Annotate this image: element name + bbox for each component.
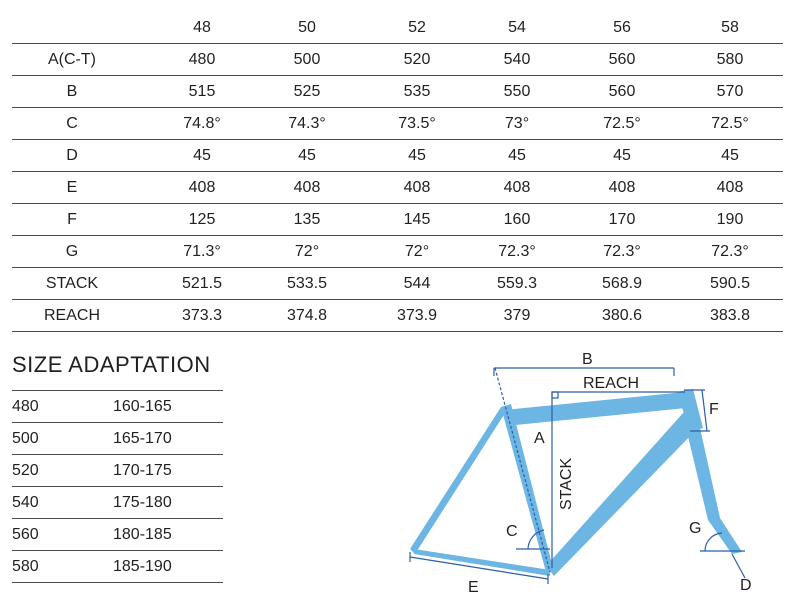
d-label: D (740, 577, 752, 594)
rider-height: 165-170 (113, 430, 172, 447)
row-value: 45 (408, 147, 426, 164)
row-label: C (66, 115, 78, 132)
geometry-row (12, 140, 783, 172)
c-label: C (506, 523, 518, 540)
size-row (12, 519, 223, 551)
rider-height: 160-165 (113, 398, 172, 415)
row-value: 525 (293, 83, 321, 100)
stack-label: STACK (558, 457, 575, 510)
row-value: 73.5° (398, 115, 436, 132)
row-value: 540 (503, 51, 531, 68)
row-value: 160 (503, 211, 531, 228)
row-value: 73° (504, 115, 530, 132)
geometry-row (12, 172, 783, 204)
rider-height: 170-175 (113, 462, 172, 479)
row-label: REACH (43, 307, 100, 324)
row-value: 72.5° (603, 115, 641, 132)
row-value: 72.3° (603, 243, 641, 260)
size-header: 54 (508, 19, 526, 36)
frame-size: 480 (12, 398, 39, 415)
geometry-table (12, 12, 783, 332)
g-label: G (689, 520, 702, 537)
row-value: 515 (188, 83, 216, 100)
row-value: 560 (608, 51, 636, 68)
row-value: 45 (721, 147, 739, 164)
a-label: A (534, 430, 545, 447)
row-value: 520 (403, 51, 431, 68)
frame-size: 520 (12, 462, 39, 479)
row-value: 125 (188, 211, 216, 228)
frame-tubes (410, 389, 742, 576)
row-value: 135 (293, 211, 321, 228)
seat-tube (501, 404, 554, 572)
stack-corner (552, 392, 558, 398)
row-value: 408 (293, 179, 321, 196)
geometry-row (12, 76, 783, 108)
frame-size: 500 (12, 430, 39, 447)
row-label: F (67, 211, 77, 228)
row-value: 560 (608, 83, 636, 100)
row-value: 550 (503, 83, 531, 100)
seat-stay (410, 407, 507, 554)
geometry-row (12, 300, 783, 332)
row-value: 373.9 (396, 307, 438, 324)
frame-size: 560 (12, 526, 39, 543)
row-value: 380.6 (601, 307, 643, 324)
frame-size: 540 (12, 494, 39, 511)
size-row (12, 455, 223, 487)
row-value: 72° (404, 243, 430, 260)
row-value: 500 (293, 51, 321, 68)
d-line (732, 554, 745, 578)
e-label: E (468, 579, 479, 596)
row-value: 580 (716, 51, 744, 68)
row-label: D (66, 147, 78, 164)
row-value: 72.3° (711, 243, 749, 260)
frame-geometry-diagram (400, 340, 800, 601)
row-value: 72.5° (711, 115, 749, 132)
size-row (12, 487, 223, 519)
top-tube (504, 392, 686, 426)
row-value: 145 (403, 211, 431, 228)
geometry-row (12, 44, 783, 76)
geometry-row (12, 236, 783, 268)
row-label: E (66, 179, 78, 196)
row-value: 74.3° (288, 115, 326, 132)
row-value: 480 (188, 51, 216, 68)
row-value: 45 (613, 147, 631, 164)
row-value: 533.5 (286, 275, 328, 292)
row-value: 408 (503, 179, 531, 196)
row-value: 190 (716, 211, 744, 228)
row-value: 45 (193, 147, 211, 164)
size-row (12, 391, 223, 423)
size-header: 56 (613, 19, 631, 36)
row-value: 374.8 (286, 307, 328, 324)
geometry-header-row (12, 12, 783, 44)
row-value: 373.3 (181, 307, 223, 324)
row-value: 590.5 (709, 275, 751, 292)
row-value: 74.8° (183, 115, 221, 132)
size-row (12, 423, 223, 455)
size-header: 52 (408, 19, 426, 36)
row-label: STACK (45, 275, 99, 292)
row-label: A(C-T) (48, 51, 96, 68)
row-value: 45 (508, 147, 526, 164)
geometry-row (12, 268, 783, 300)
row-value: 379 (503, 307, 531, 324)
row-value: 559.3 (496, 275, 538, 292)
row-value: 72° (294, 243, 320, 260)
row-value: 408 (188, 179, 216, 196)
rider-height: 180-185 (113, 526, 172, 543)
row-label: B (66, 83, 78, 100)
geometry-row (12, 108, 783, 140)
size-header: 58 (721, 19, 739, 36)
size-header: 48 (193, 19, 211, 36)
row-value: 408 (608, 179, 636, 196)
row-value: 71.3° (183, 243, 221, 260)
f-line (702, 390, 707, 431)
row-value: 170 (608, 211, 636, 228)
rider-height: 175-180 (113, 494, 172, 511)
row-value: 568.9 (601, 275, 643, 292)
size-header: 50 (298, 19, 316, 36)
row-value: 72.3° (498, 243, 536, 260)
row-value: 408 (716, 179, 744, 196)
rider-height: 185-190 (113, 558, 172, 575)
row-value: 570 (716, 83, 744, 100)
row-value: 383.8 (709, 307, 751, 324)
reach-label: REACH (583, 375, 640, 392)
row-value: 521.5 (181, 275, 223, 292)
row-value: 408 (403, 179, 431, 196)
row-value: 45 (298, 147, 316, 164)
row-value: 544 (403, 275, 431, 292)
chain-stay (414, 549, 550, 576)
row-value: 535 (403, 83, 431, 100)
header-label (12, 12, 132, 43)
geometry-row (12, 204, 783, 236)
frame-size: 580 (12, 558, 39, 575)
size-adaptation-title: SIZE ADAPTATION (12, 352, 211, 377)
size-row (12, 551, 223, 583)
row-label: G (65, 243, 79, 260)
f-label: F (709, 401, 719, 418)
size-adaptation-table (12, 390, 223, 583)
b-label: B (582, 351, 593, 368)
